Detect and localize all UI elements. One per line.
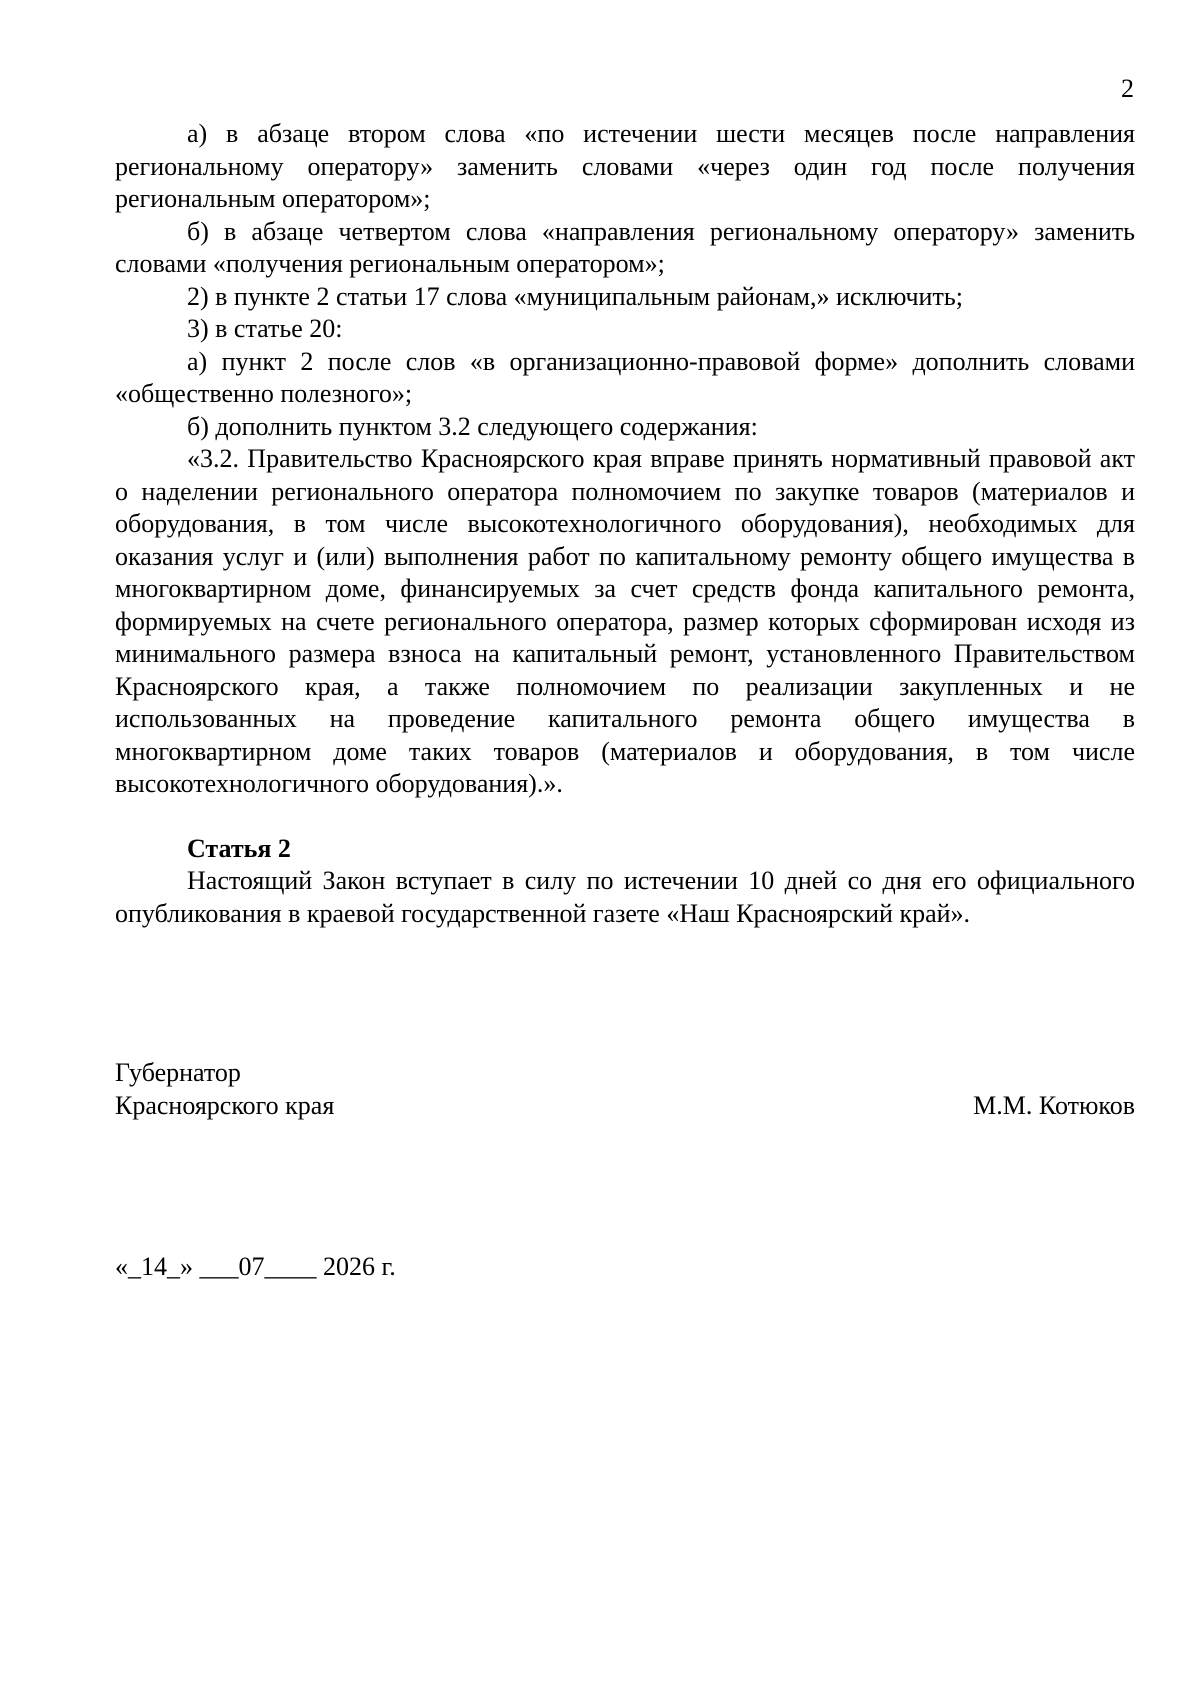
signature-position-line2: Красноярского края xyxy=(115,1091,335,1120)
paragraph-amendment-a: а) в абзаце втором слова «по истечении шести месяцев после направления региональному оператору» заменить словами «через один год после получения региональным оператором»; xyxy=(115,119,1135,213)
paragraph-clause-3-2: «3.2. Правительство Красноярского края вправе принять нормативный правовой акт о наделении регионального оператора полномочием по закупке товаров (материалов и оборудования, в том числе высокотехнологичного оборудования), необходимых для оказания услуг и (или) выполнения работ по капитальному ремонту общего имущества в многоквартирном доме, финансируемых за счет средств фонда капитального ремонта, формируемых на счете регионального оператора, размер которых сформирован исходя из минимального размера взноса на капитальный ремонт, установленного Правительством Красноярского края, а также полномочием по реализации закупленных и не использованных на проведение капитального ремонта общего имущества в многоквартирном доме таких товаров (материалов и оборудования, в том числе высокотехнологичного оборудования).». xyxy=(115,444,1135,798)
paragraph-item-3a: а) пункт 2 после слов «в организационно-правовой форме» дополнить словами «общественно полезного»; xyxy=(115,346,1135,408)
signature-position-line1: Губернатор xyxy=(115,1058,241,1087)
article-2-heading: Статья 2 xyxy=(187,833,291,863)
signature-row xyxy=(115,1089,1135,1122)
paragraph-amendment-b: б) в абзаце четвертом слова «направления региональному оператору» заменить словами «получения региональным оператором»; xyxy=(115,216,1135,278)
signature-block xyxy=(115,1056,1135,1122)
paragraph-item-2: 2) в пункте 2 статьи 17 слова «муниципальным районам,» исключить; xyxy=(187,281,963,311)
document-body xyxy=(115,118,1135,930)
paragraph-item-3b: б) дополнить пунктом 3.2 следующего содержания: xyxy=(187,411,758,441)
date-line: «_14_» ___07____ 2026 г. xyxy=(115,1252,396,1281)
signature-name: М.М. Котюков xyxy=(973,1091,1135,1120)
article-2-text: Настоящий Закон вступает в силу по истечении 10 дней со дня его официального опубликования в краевой государственной газете «Наш Красноярский край». xyxy=(115,866,1135,928)
page-number: 2 xyxy=(1121,74,1134,103)
paragraph-item-3: 3) в статье 20: xyxy=(187,314,343,343)
